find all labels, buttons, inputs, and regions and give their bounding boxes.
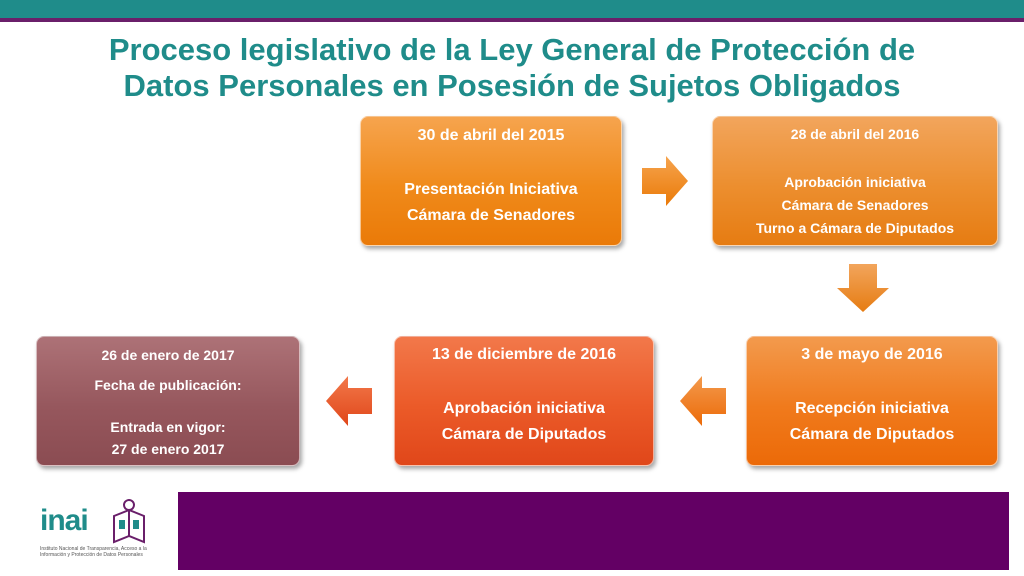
header-teal-bar (0, 0, 1024, 18)
step-box-aprobacion-diputados (394, 336, 654, 466)
page-title-line2: Datos Personales en Posesión de Sujetos Obligados (123, 68, 901, 103)
arrow-left-icon (324, 374, 374, 428)
arrow-down-icon (835, 262, 891, 314)
arrow-right-icon (640, 154, 690, 208)
step-text: Turno a Cámara de Diputados (755, 220, 955, 236)
step-date: 30 de abril del 2015 (417, 127, 565, 144)
step-box-recepcion-diputados (746, 336, 998, 466)
step-text: Fecha de publicación: (94, 377, 242, 393)
step-text: Aprobación iniciativa (784, 174, 926, 190)
step-text: Cámara de Senadores (406, 207, 576, 224)
step-box-publicacion (36, 336, 300, 466)
step-box-presentacion (360, 116, 622, 246)
header-purple-line (0, 18, 1024, 22)
arrow-left-icon (678, 374, 728, 428)
footer-purple-band (178, 492, 1009, 570)
step-text: Entrada en vigor: (110, 419, 226, 435)
page-title (40, 32, 984, 104)
step-text: Recepción iniciativa (795, 400, 949, 417)
page-title-line1: Proceso legislativo de la Ley General de Protección de (108, 32, 916, 67)
step-text: Presentación Iniciativa (404, 181, 578, 198)
step-text: Cámara de Diputados (789, 426, 955, 443)
step-date: 13 de diciembre de 2016 (431, 346, 617, 363)
inai-logo-subtitle: Instituto Nacional de Transparencia, Acceso a la Información y Protección de Datos Personales (40, 546, 147, 558)
step-text: 27 de enero 2017 (111, 441, 225, 457)
step-date: 28 de abril del 2016 (790, 126, 920, 142)
step-text: Cámara de Senadores (781, 197, 929, 213)
step-box-aprobacion-senado (712, 116, 998, 246)
step-date: 26 de enero de 2017 (101, 347, 235, 363)
step-text: Aprobación iniciativa (443, 400, 605, 417)
step-text: Cámara de Diputados (441, 426, 607, 443)
inai-logo-icon (110, 498, 146, 548)
inai-logo-text: inai (40, 504, 88, 537)
step-date: 3 de mayo de 2016 (801, 346, 943, 363)
